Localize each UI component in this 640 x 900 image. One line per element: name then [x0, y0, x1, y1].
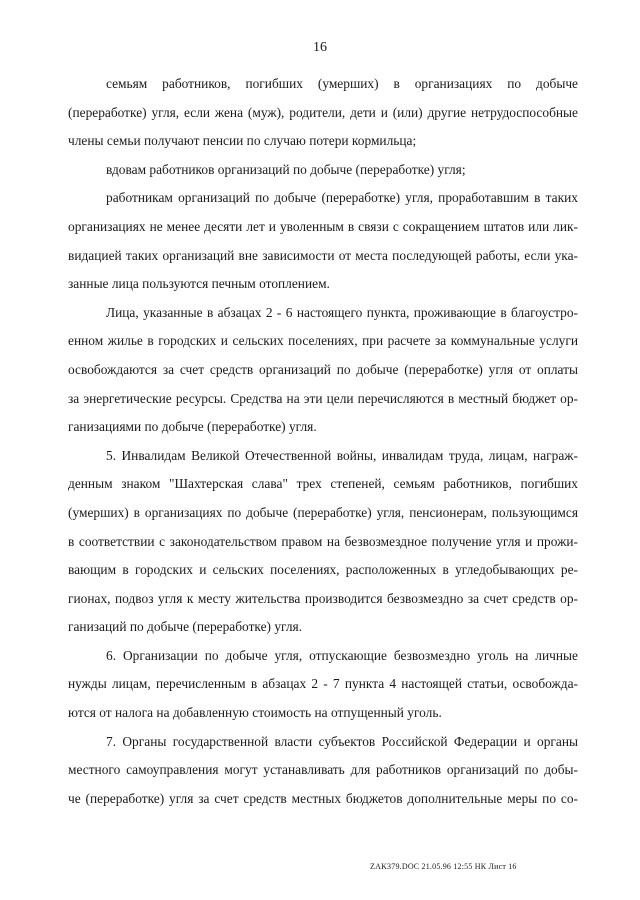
text-line: местного самоуправления могут устанавливать для работников организаций по добы- — [68, 762, 578, 778]
paragraph — [68, 642, 578, 728]
footer-file-info: ZAK379.DOC 21.05.96 12:55 НК Лист 16 — [370, 862, 517, 871]
text-line: 5. Инвалидам Великой Отечественной войны, инвалидам труда, лицам, награж- — [106, 447, 578, 463]
text-line: денным знаком "Шахтерская слава" трех степеней, семьям работников, погибших — [68, 476, 578, 492]
text-line: ются от налога на добавленную стоимость на отпущенный уголь. — [68, 705, 442, 721]
text-line: вающим в городских и сельских поселениях, расположенных в угледобывающих ре- — [68, 562, 578, 578]
text-line: организациях не менее десяти лет и уволенным в связи с сокращением штатов или лик- — [68, 218, 578, 234]
text-line: занные лица пользуются печным отоплением. — [68, 276, 330, 292]
document-body — [68, 70, 578, 813]
text-line: че (переработке) угля за счет средств местных бюджетов дополнительные меры по со- — [68, 790, 578, 806]
paragraph — [68, 70, 578, 156]
text-line: (умерших) в организациях по добыче (переработке) угля, пенсионерам, пользующимся — [68, 504, 578, 520]
paragraph — [68, 184, 578, 298]
text-line: (переработке) угля, если жена (муж), родители, дети и (или) другие нетрудоспособные — [68, 104, 578, 120]
text-line: нужды лицам, перечисленным в абзацах 2 - 7 пункта 4 настоящей статьи, освобожда- — [68, 676, 578, 692]
paragraph — [68, 442, 578, 642]
text-line: 6. Организации по добыче угля, отпускающие безвозмездно уголь на личные — [106, 647, 578, 663]
text-line: ганизаций по добыче (переработке) угля. — [68, 619, 303, 635]
text-line: видацией таких организаций вне зависимости от места последующей работы, если ука- — [68, 247, 578, 263]
text-line: ганизациями по добыче (переработке) угля. — [68, 419, 317, 435]
text-line: гионах, подвоз угля к месту жительства производится безвозмездно за счет средств ор- — [68, 590, 578, 606]
text-line: в соответствии с законодательством правом на безвозмездное получение угля и прожи- — [68, 533, 578, 549]
text-line: 7. Органы государственной власти субъектов Российской Федерации и органы — [106, 733, 578, 749]
paragraph — [68, 299, 578, 442]
text-line: вдовам работников организаций по добыче (переработке) угля; — [106, 161, 466, 177]
text-line: работникам организаций по добыче (переработке) угля, проработавшим в таких — [106, 190, 578, 206]
text-line: освобождаются за счет средств организаций по добыче (переработке) угля от оплаты — [68, 361, 578, 377]
text-line: Лица, указанные в абзацах 2 - 6 настоящего пункта, проживающие в благоустро- — [106, 304, 578, 320]
paragraph — [68, 728, 578, 814]
text-line: члены семьи получают пенсии по случаю потери кормильца; — [68, 133, 417, 149]
page-number: 16 — [313, 40, 327, 55]
text-line: за энергетические ресурсы. Средства на эти цели перечисляются в местный бюджет ор- — [68, 390, 578, 406]
text-line: семьям работников, погибших (умерших) в организациях по добыче — [106, 76, 578, 91]
text-line: енном жилье в городских и сельских поселениях, при расчете за коммунальные услуги — [68, 333, 578, 349]
paragraph — [68, 156, 578, 185]
